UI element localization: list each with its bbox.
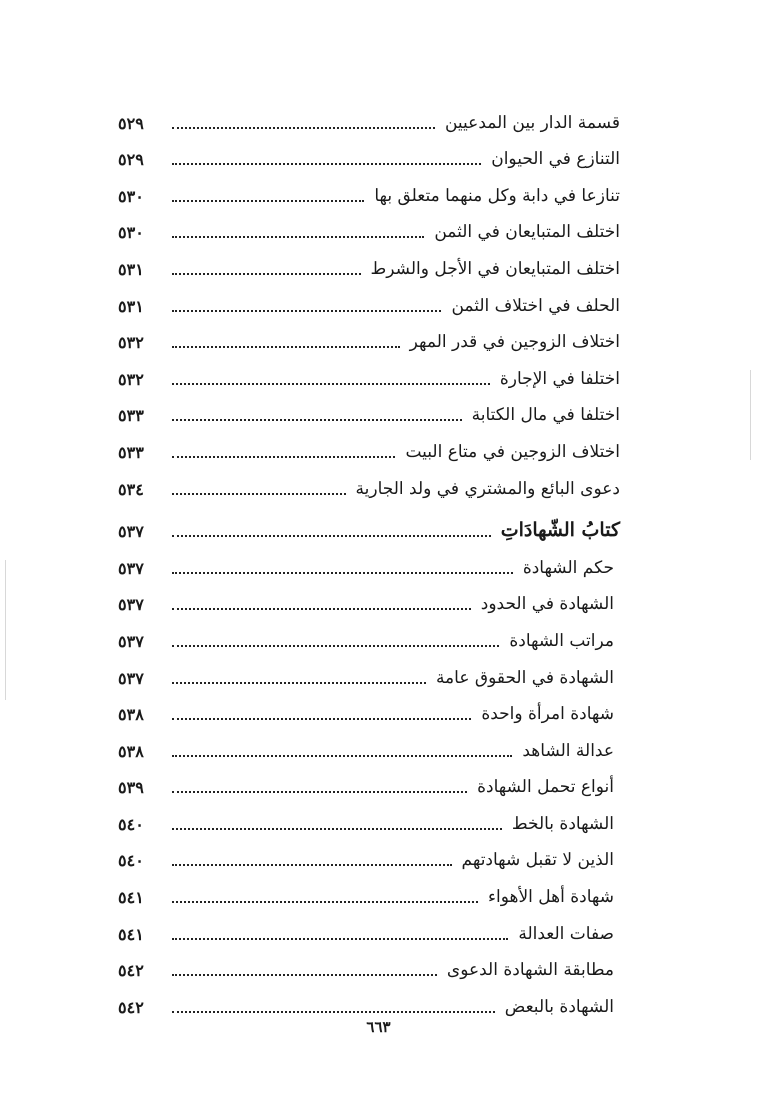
- table-of-contents: [118, 104, 620, 1025]
- toc-entry[interactable]: [118, 659, 620, 696]
- toc-entry-title: تنازعا في دابة وكل منهما متعلق بها: [374, 185, 620, 206]
- toc-entry[interactable]: [118, 214, 620, 251]
- toc-entry-title: الشهادة في الحقوق عامة: [435, 667, 614, 688]
- toc-entry-page: ٥٣٧: [118, 558, 144, 578]
- toc-entry-page: ٥٣٣: [118, 442, 144, 462]
- toc-entry[interactable]: [118, 586, 620, 623]
- toc-entry-page: ٥٤٢: [118, 961, 144, 981]
- toc-entry-page: ٥٣٣: [118, 406, 144, 426]
- toc-entry-title: مطابقة الشهادة الدعوى: [446, 960, 614, 981]
- toc-leader-dots: [172, 346, 400, 348]
- toc-entry-page: ٥٤٠: [118, 814, 144, 834]
- toc-leader-dots: [172, 718, 471, 720]
- toc-leader-dots: [172, 200, 364, 202]
- toc-entry-page: ٥٣٨: [118, 705, 144, 725]
- toc-leader-dots: [172, 608, 471, 610]
- toc-leader-dots: [172, 127, 435, 129]
- toc-entry-title: الذين لا تقبل شهادتهم: [461, 850, 614, 871]
- toc-leader-dots: [172, 163, 481, 165]
- toc-leader-dots: [172, 901, 478, 903]
- toc-entry-page: ٥٤٠: [118, 851, 144, 871]
- page-number: ٦٦٣: [366, 1018, 391, 1036]
- toc-entry[interactable]: [118, 141, 620, 178]
- toc-entry-title: صفات العدالة: [518, 923, 614, 944]
- toc-leader-dots: [172, 535, 491, 537]
- toc-entry[interactable]: [118, 696, 620, 733]
- toc-entry[interactable]: [118, 287, 620, 324]
- toc-entry-title: شهادة أهل الأهواء: [488, 887, 614, 908]
- toc-leader-dots: [172, 828, 502, 830]
- toc-entry-title: دعوى البائع والمشتري في ولد الجارية: [355, 478, 620, 499]
- toc-entry-title: قسمة الدار بين المدعيين: [444, 112, 620, 133]
- toc-leader-dots: [172, 310, 441, 312]
- toc-leader-dots: [172, 938, 508, 940]
- toc-entry[interactable]: [118, 915, 620, 952]
- toc-leader-dots: [172, 456, 395, 458]
- toc-entry-title: اختلف المتبايعان في الثمن: [434, 222, 620, 243]
- toc-entry-page: ٥٣٤: [118, 479, 144, 499]
- toc-entry-page: ٥٤١: [118, 888, 144, 908]
- toc-entry[interactable]: [118, 732, 620, 769]
- toc-entry-page: ٥٣٨: [118, 741, 144, 761]
- toc-leader-dots: [172, 645, 499, 647]
- toc-entry-page: ٥٣٧: [118, 668, 144, 688]
- toc-leader-dots: [172, 572, 513, 574]
- toc-entry[interactable]: [118, 397, 620, 434]
- toc-entry-title: اختلفا في مال الكتابة: [471, 405, 620, 426]
- toc-entry-title: التنازع في الحيوان: [491, 149, 620, 170]
- toc-entry[interactable]: [118, 470, 620, 507]
- toc-entry-page: ٥٢٩: [118, 113, 144, 133]
- toc-leader-dots: [172, 236, 424, 238]
- toc-entry[interactable]: [118, 324, 620, 361]
- toc-entry-page: ٥٣١: [118, 259, 144, 279]
- toc-leader-dots: [172, 755, 512, 757]
- toc-entry-title: الشهادة بالخط: [511, 813, 614, 834]
- toc-leader-dots: [172, 974, 437, 976]
- toc-leader-dots: [172, 864, 452, 866]
- toc-entry[interactable]: [118, 622, 620, 659]
- toc-entry[interactable]: [118, 250, 620, 287]
- toc-leader-dots: [172, 419, 462, 421]
- toc-leader-dots: [172, 273, 361, 275]
- toc-leader-dots: [172, 682, 426, 684]
- toc-entry[interactable]: [118, 433, 620, 470]
- toc-entry-page: ٥٤١: [118, 924, 144, 944]
- toc-entry-title: الحلف في اختلاف الثمن: [451, 295, 620, 316]
- scan-edge-mark: [750, 370, 751, 460]
- toc-chapter-title: كتابُ الشّهادَاتِ: [500, 519, 620, 542]
- toc-entry-page: ٥٤٢: [118, 997, 144, 1017]
- toc-entry-page: ٥٣٠: [118, 223, 144, 243]
- toc-entry-title: اختلفا في الإجارة: [499, 368, 620, 389]
- toc-entry[interactable]: [118, 805, 620, 842]
- toc-entry-title: شهادة امرأة واحدة: [481, 704, 614, 725]
- scan-edge-mark: [5, 560, 6, 700]
- toc-entry[interactable]: [118, 842, 620, 879]
- toc-entry-title: الشهادة بالبعض: [504, 996, 614, 1017]
- toc-leader-dots: [172, 791, 467, 793]
- toc-entry[interactable]: [118, 104, 620, 141]
- toc-leader-dots: [172, 493, 346, 495]
- toc-entry-title: اختلاف الزوجين في متاع البيت: [405, 441, 620, 462]
- toc-entry[interactable]: [118, 952, 620, 989]
- toc-chapter-entry[interactable]: [118, 513, 620, 550]
- toc-entry-title: عدالة الشاهد: [522, 740, 614, 761]
- toc-entry-page: ٥٣٧: [118, 631, 144, 651]
- toc-entry-page: ٥٣١: [118, 296, 144, 316]
- toc-entry-title: اختلف المتبايعان في الأجل والشرط: [370, 258, 620, 279]
- toc-entry[interactable]: [118, 360, 620, 397]
- toc-leader-dots: [172, 1011, 495, 1013]
- toc-entry[interactable]: [118, 177, 620, 214]
- toc-entry-title: مراتب الشهادة: [509, 630, 614, 651]
- toc-entry-page: ٥٣٢: [118, 369, 144, 389]
- toc-entry-title: الشهادة في الحدود: [480, 594, 614, 615]
- toc-entry[interactable]: [118, 549, 620, 586]
- toc-leader-dots: [172, 383, 490, 385]
- toc-entry-title: اختلاف الزوجين في قدر المهر: [409, 332, 620, 353]
- toc-entry-page: ٥٣٠: [118, 186, 144, 206]
- toc-entry-page: ٥٣٢: [118, 333, 144, 353]
- toc-entry-title: حكم الشهادة: [522, 557, 614, 578]
- toc-entry-title: أنواع تحمل الشهادة: [477, 777, 614, 798]
- toc-entry-page: ٥٢٩: [118, 150, 144, 170]
- toc-entry-page: ٥٣٧: [118, 522, 144, 542]
- toc-entry[interactable]: [118, 878, 620, 915]
- toc-entry[interactable]: [118, 769, 620, 806]
- toc-entry-page: ٥٣٧: [118, 595, 144, 615]
- toc-entry-page: ٥٣٩: [118, 778, 144, 798]
